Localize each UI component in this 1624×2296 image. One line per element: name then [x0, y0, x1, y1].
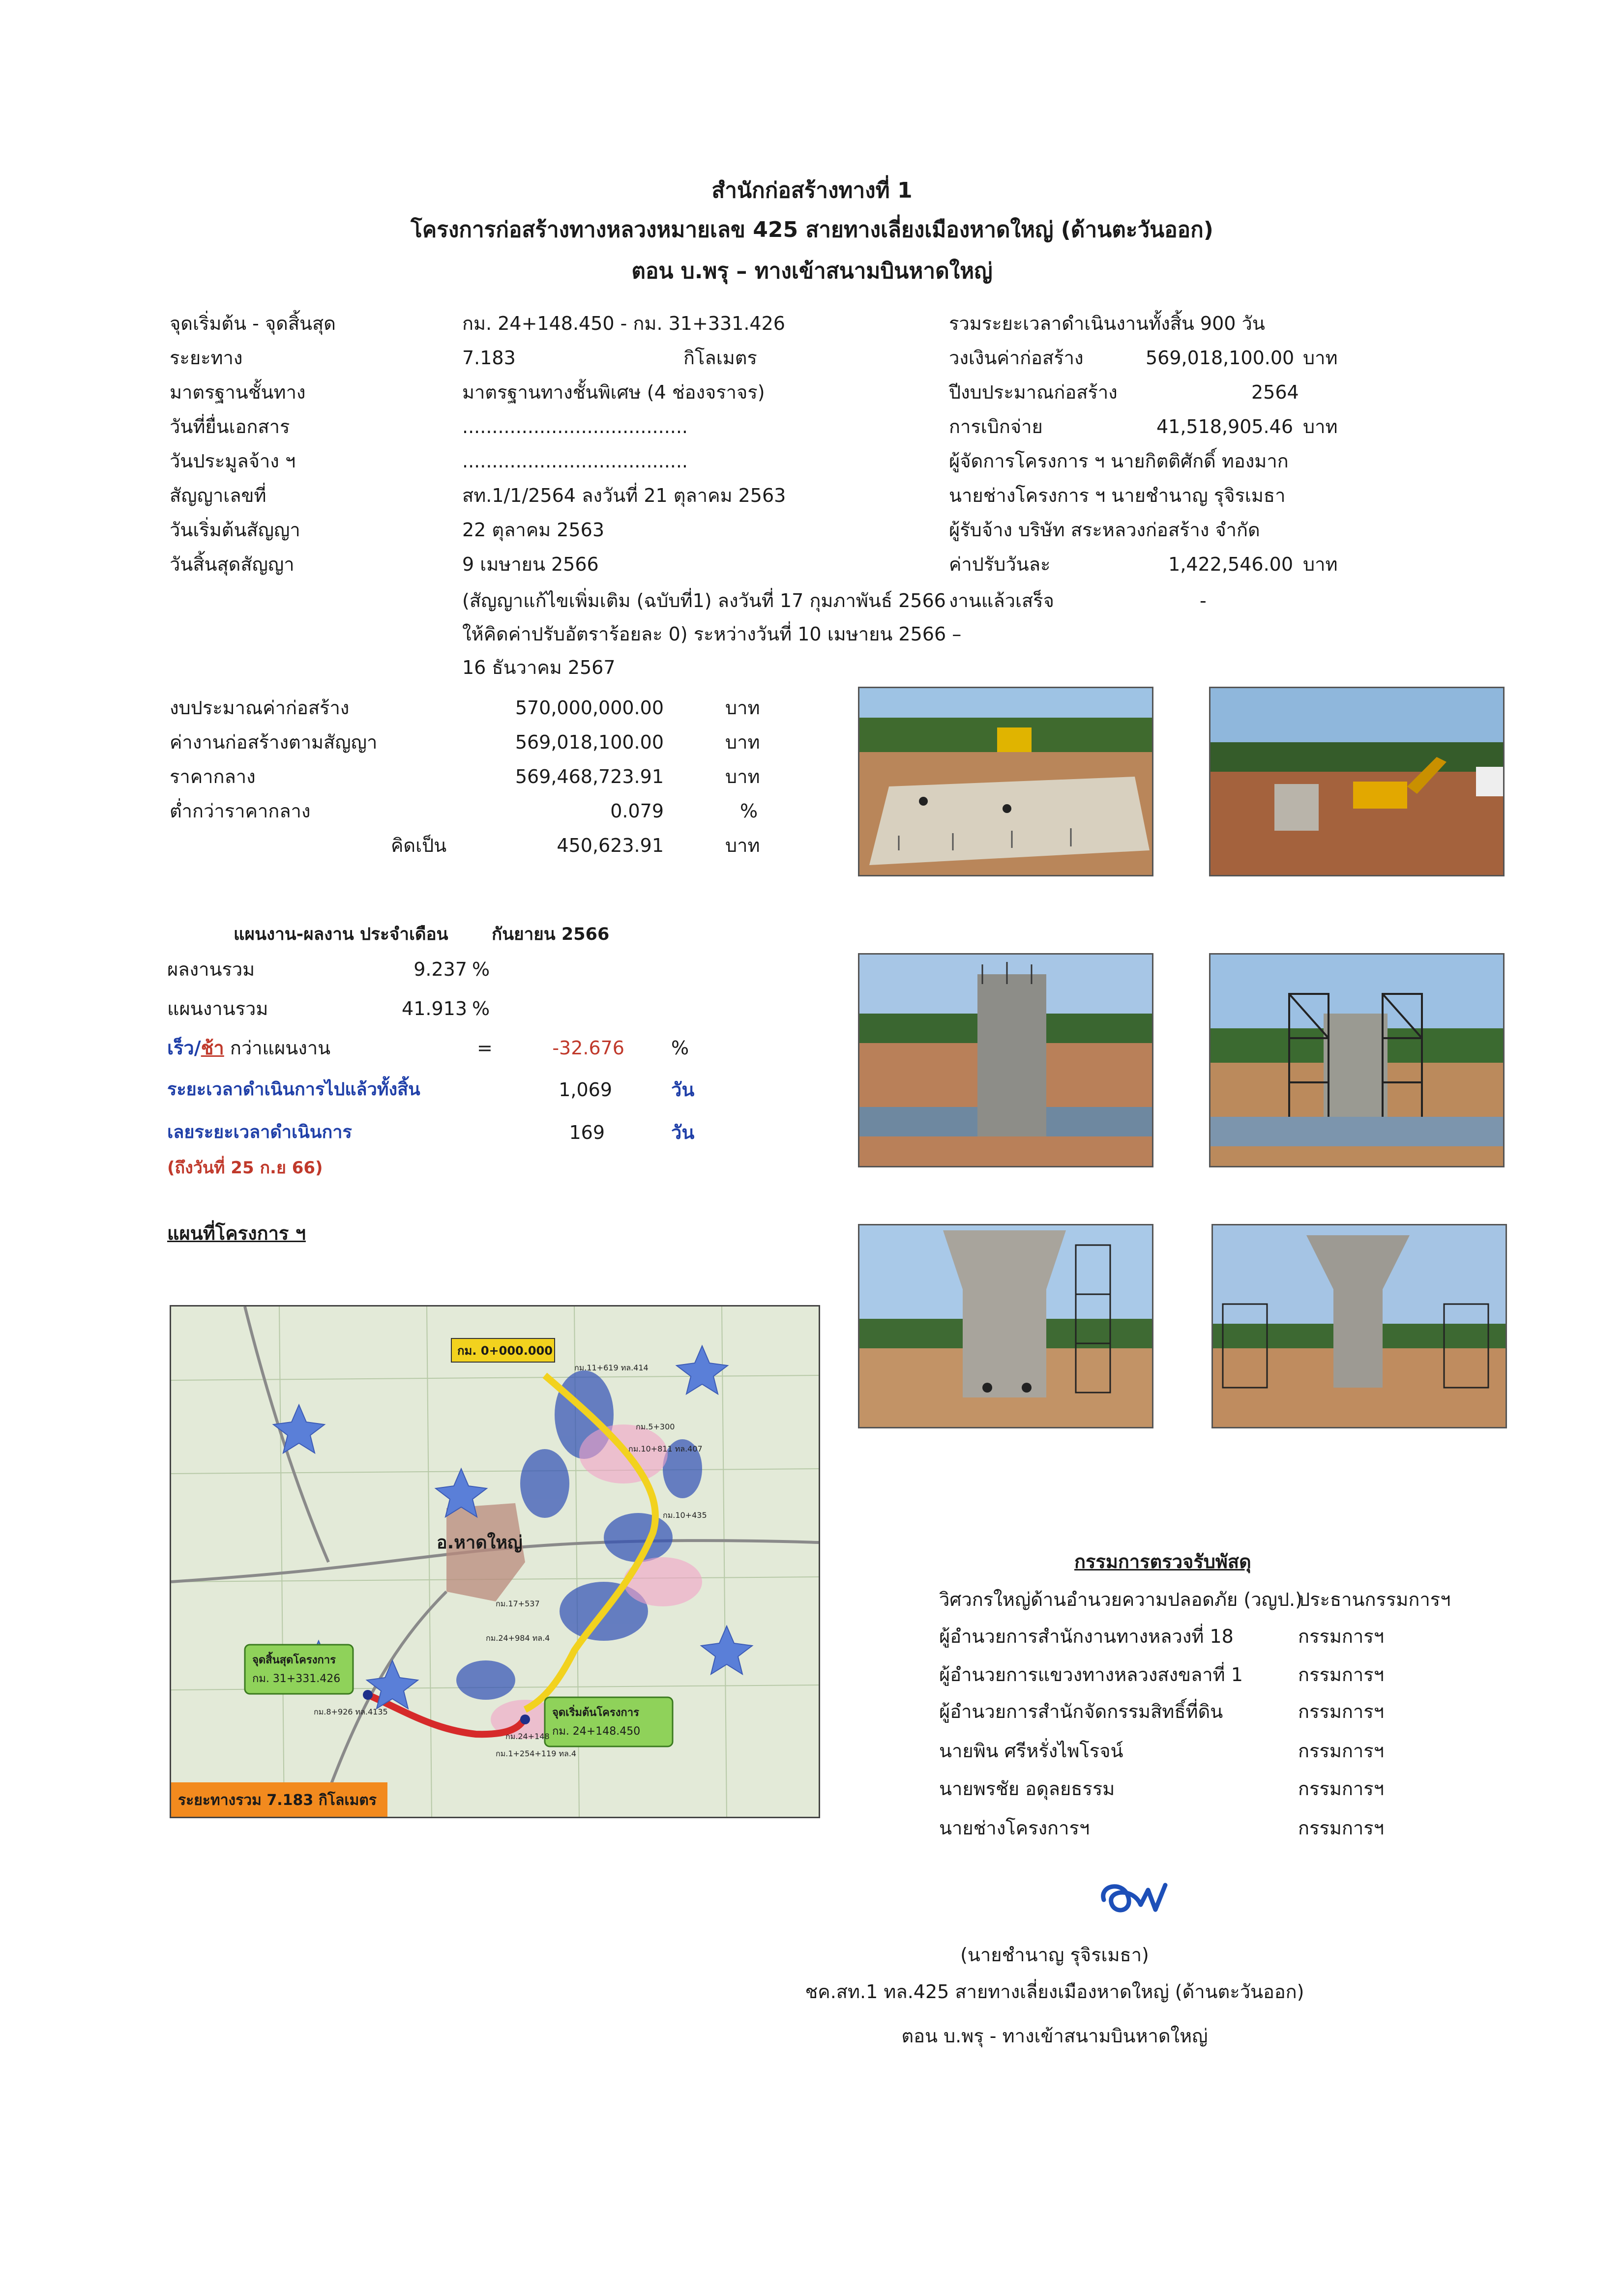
info-unit: บาท: [1303, 416, 1338, 437]
photo-pier-completed: [1211, 1224, 1507, 1428]
map-start-km-label: กม. 0+000.000: [457, 1344, 553, 1358]
info-value: สท.1/1/2564 ลงวันที่ 21 ตุลาคม 2563: [462, 485, 786, 506]
info-unit: บาท: [1303, 553, 1338, 575]
info-label: ปีงบประมาณก่อสร้าง: [949, 381, 1118, 403]
result-label: ผลงานรวม: [167, 959, 255, 980]
photo-excavator-site: [1209, 687, 1505, 876]
info-label: สัญญาเลขที่: [170, 485, 266, 506]
route-label: กม.10+435: [663, 1511, 707, 1520]
signature-mark: [1094, 1875, 1173, 1924]
overdue-label: เลยระยะเวลาดำเนินการ: [167, 1122, 352, 1142]
map-city-label: อ.หาดใหญ่: [437, 1533, 523, 1553]
info-value: กม. 24+148.450 - กม. 31+331.426: [462, 313, 785, 334]
map-heading: แผนที่โครงการ ฯ: [167, 1222, 306, 1244]
info-value: 9 เมษายน 2566: [462, 553, 599, 575]
info-value: 1,422,546.00: [1168, 553, 1293, 575]
committee-member-role: กรรมการฯ: [1298, 1740, 1384, 1762]
result-unit: %: [472, 959, 490, 980]
budget-label: ราคากลาง: [170, 766, 256, 787]
route-label: กม.5+300: [636, 1422, 675, 1431]
map-total-distance: ระยะทางรวม 7.183 กิโลเมตร: [178, 1792, 377, 1809]
info-label: จุดเริ่มต้น - จุดสิ้นสุด: [170, 313, 336, 334]
budget-value: 569,468,723.91: [515, 766, 664, 787]
committee-title: กรรมการตรวจรับพัสดุ: [1074, 1551, 1251, 1572]
elapsed-unit: วัน: [671, 1079, 695, 1101]
info-value: 22 ตุลาคม 2563: [462, 519, 604, 541]
committee-member-name: นายช่างโครงการฯ: [939, 1817, 1090, 1839]
photo-pier-cap-closeup: [858, 1224, 1153, 1428]
amendment-line: (สัญญาแก้ไขเพิ่มเติม (ฉบับที่1) ลงวันที่ 17 กุมภาพันธ์ 2566: [462, 590, 946, 611]
committee-member-name: ผู้อำนวยการสำนักจัดกรรมสิทธิ์ที่ดิน: [939, 1701, 1223, 1722]
info-value: ......................................: [462, 416, 688, 437]
diff-value: -32.676: [552, 1037, 624, 1059]
info-value: 569,018,100.00: [1146, 347, 1295, 369]
info-value: ......................................: [462, 450, 688, 472]
route-label: กม.24+984 ทล.4: [486, 1633, 550, 1643]
budget-unit: %: [740, 800, 758, 822]
budget-value: 450,623.91: [557, 835, 664, 856]
committee-member-name: วิศวกรใหญ่ด้านอำนวยความปลอดภัย (วญป.): [939, 1589, 1302, 1610]
budget-unit: บาท: [725, 731, 760, 753]
info-unit: บาท: [1303, 347, 1338, 369]
plan-value: 41.913: [402, 998, 467, 1019]
slow-label: ช้า: [201, 1037, 224, 1059]
office-title: สำนักก่อสร้างทางที่ 1: [711, 178, 913, 203]
info-label: มาตรฐานชั้นทาง: [170, 381, 306, 403]
amendment-line: ให้คิดค่าปรับอัตราร้อยละ 0) ระหว่างวันที่ 10 เมษายน 2566 –: [462, 623, 962, 645]
budget-value: 0.079: [610, 800, 664, 822]
result-value: 9.237: [413, 959, 467, 980]
info-value: 2564: [1251, 381, 1299, 403]
equals-sign: =: [477, 1037, 493, 1059]
committee-member-name: ผู้อำนวยการแขวงทางหลวงสงขลาที่ 1: [939, 1664, 1243, 1686]
info-value: 7.183: [462, 347, 516, 369]
map-start-box-title: จุดเริ่มต้นโครงการ: [552, 1707, 639, 1719]
committee-member-name: ผู้อำนวยการสำนักงานทางหลวงที่ 18: [939, 1626, 1234, 1647]
budget-unit: บาท: [725, 766, 760, 787]
diff-unit: %: [671, 1037, 689, 1059]
committee-member-name: นายพรชัย อดุลยธรรม: [939, 1778, 1115, 1800]
map-end-box-km: กม. 31+331.426: [252, 1673, 341, 1685]
info-label: วงเงินค่าก่อสร้าง: [949, 347, 1084, 369]
map-canvas: [171, 1307, 819, 1817]
info-label: ค่าปรับวันละ: [949, 553, 1051, 575]
photo-pier-column: [858, 953, 1153, 1167]
info-value: -: [1200, 590, 1207, 611]
signer-position: ชค.สท.1 ทล.425 สายทางเลี่ยงเมืองหาดใหญ่ (ด้านตะวันออก): [805, 1981, 1304, 2003]
route-label: กม.17+537: [496, 1599, 540, 1608]
budget-label: คิดเป็น: [391, 835, 447, 856]
budget-value: 570,000,000.00: [515, 697, 664, 719]
info-label: วันที่ยื่นเอกสาร: [170, 416, 290, 437]
vs-plan-label: กว่าแผนงาน: [224, 1037, 331, 1059]
committee-member-role: กรรมการฯ: [1298, 1778, 1384, 1800]
route-label: กม.1+254+119 ทล.4: [496, 1749, 577, 1758]
committee-member-role: กรรมการฯ: [1298, 1664, 1384, 1686]
budget-unit: บาท: [725, 835, 760, 856]
info-label: วันเริ่มต้นสัญญา: [170, 519, 300, 541]
info-label: ระยะทาง: [170, 347, 243, 369]
plan-unit: %: [472, 998, 490, 1019]
project-title: โครงการก่อสร้างทางหลวงหมายเลข 425 สายทางเลี่ยงเมืองหาดใหญ่ (ด้านตะวันออก): [411, 217, 1213, 242]
committee-member-role: กรรมการฯ: [1298, 1626, 1384, 1647]
info-value: มาตรฐานทางชั้นพิเศษ (4 ช่องจราจร): [462, 381, 765, 403]
plan-label: แผนงานรวม: [167, 998, 268, 1019]
project-map: [170, 1305, 820, 1818]
committee-member-role: ประธานกรรมการฯ: [1298, 1589, 1451, 1610]
photo-foundation-formwork: [858, 687, 1153, 876]
committee-member-role: กรรมการฯ: [1298, 1701, 1384, 1722]
info-label: ผู้จัดการโครงการ ฯ นายกิตติศักดิ์ ทองมาก: [949, 450, 1289, 472]
progress-month: กันยายน 2566: [492, 925, 610, 944]
overdue-value: 169: [569, 1122, 605, 1143]
overdue-unit: วัน: [671, 1122, 695, 1143]
info-unit: กิโลเมตร: [683, 347, 757, 369]
info-label: การเบิกจ่าย: [949, 416, 1043, 437]
info-value: 41,518,905.46: [1156, 416, 1293, 437]
project-section: ตอน บ.พรุ – ทางเข้าสนามบินหาดใหญ่: [631, 259, 993, 284]
budget-unit: บาท: [725, 697, 760, 719]
map-end-box-title: จุดสิ้นสุดโครงการ: [252, 1654, 336, 1666]
fast-label: เร็ว: [167, 1037, 194, 1059]
info-label: วันสิ้นสุดสัญญา: [170, 553, 295, 575]
progress-title: แผนงาน-ผลงาน ประจำเดือน: [234, 925, 448, 944]
route-label: กม.8+926 ทล.4135: [314, 1707, 388, 1716]
info-label: รวมระยะเวลาดำเนินงานทั้งสิ้น 900 วัน: [949, 313, 1265, 334]
route-label: กม.11+619 ทล.414: [574, 1363, 649, 1372]
budget-label: ต่ำกว่าราคากลาง: [170, 800, 311, 822]
as-of-date: (ถึงวันที่ 25 ก.ย 66): [167, 1158, 323, 1178]
elapsed-value: 1,069: [559, 1079, 612, 1101]
signer-section: ตอน บ.พรุ - ทางเข้าสนามบินหาดใหญ่: [901, 2025, 1208, 2047]
signer-name: (นายชำนาญ รุจิรเมธา): [960, 1944, 1149, 1966]
budget-label: ค่างานก่อสร้างตามสัญญา: [170, 731, 378, 753]
route-label: กม.24+148: [505, 1732, 550, 1741]
info-label: งานแล้วเสร็จ: [949, 590, 1054, 611]
route-label: กม.10+811 ทล.407: [628, 1444, 703, 1453]
committee-member-name: นายพิน ศรีหรั่งไพโรจน์: [939, 1740, 1123, 1762]
info-label: วันประมูลจ้าง ฯ: [170, 450, 296, 472]
fast-slow-label: เร็ว/ช้า กว่าแผนงาน: [167, 1037, 331, 1059]
committee-member-role: กรรมการฯ: [1298, 1817, 1384, 1839]
info-label: นายช่างโครงการ ฯ นายชำนาญ รุจิรเมธา: [949, 485, 1286, 506]
elapsed-label: ระยะเวลาดำเนินการไปแล้วทั้งสิ้น: [167, 1079, 420, 1100]
budget-value: 569,018,100.00: [515, 731, 664, 753]
map-start-box-km: กม. 24+148.450: [552, 1725, 641, 1738]
info-label: ผู้รับจ้าง บริษัท สระหลวงก่อสร้าง จำกัด: [949, 519, 1260, 541]
amendment-line: 16 ธันวาคม 2567: [462, 657, 616, 678]
photo-pier-scaffolding: [1209, 953, 1505, 1167]
budget-label: งบประมาณค่าก่อสร้าง: [170, 697, 350, 719]
